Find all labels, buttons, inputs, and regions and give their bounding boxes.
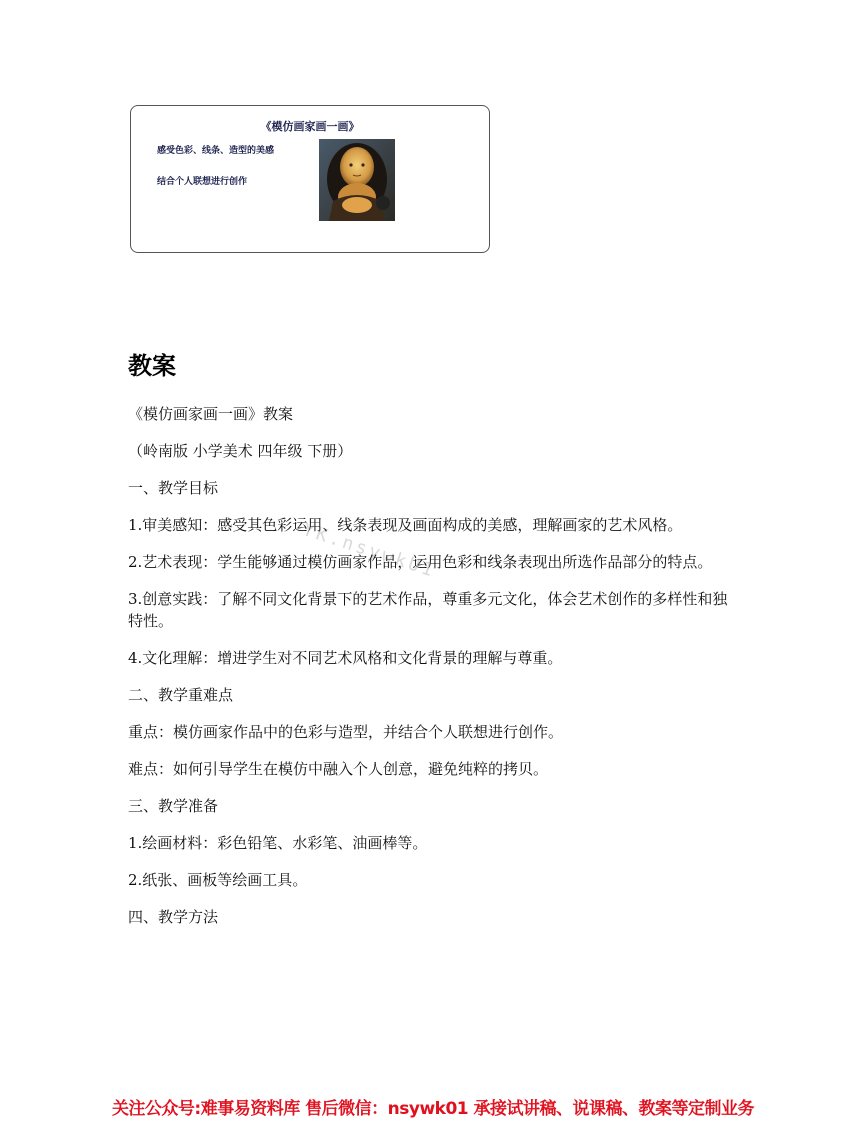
objective-item: 3.创意实践：了解不同文化背景下的艺术作品，尊重多元文化，体会艺术创作的多样性和独特性。 xyxy=(128,590,728,630)
objective-item: 1.审美感知：感受其色彩运用、线条表现及画面构成的美感，理解画家的艺术风格。 xyxy=(128,516,683,534)
slide-thumbnail xyxy=(130,105,490,253)
section-heading-methods: 四、教学方法 xyxy=(128,908,219,926)
watermark: YK.nsywkU1 xyxy=(300,519,439,582)
footer-banner: 关注公众号:难事易资料库 售后微信：nsywk01 承接试讲稿、说课稿、教案等定制业务 xyxy=(111,1099,755,1119)
preparation-item: 2.纸张、画板等绘画工具。 xyxy=(128,871,308,889)
painting-image xyxy=(319,139,395,221)
slide-title: 《模仿画家画一画》 xyxy=(260,120,360,133)
document-body xyxy=(128,403,740,943)
section-heading-key-points: 二、教学重难点 xyxy=(128,686,234,704)
difficult-point: 难点：如何引导学生在模仿中融入个人创意，避免纯粹的拷贝。 xyxy=(128,760,549,778)
section-heading-objectives: 一、教学目标 xyxy=(128,479,219,497)
key-point: 重点：模仿画家作品中的色彩与造型，并结合个人联想进行创作。 xyxy=(128,723,564,741)
objective-item: 2.艺术表现：学生能够通过模仿画家作品，运用色彩和线条表现出所选作品部分的特点。 xyxy=(128,553,713,571)
lesson-title: 《模仿画家画一画》教案 xyxy=(128,405,294,423)
slide-line-1: 感受色彩、线条、造型的美感 xyxy=(157,146,275,156)
section-heading-preparation: 三、教学准备 xyxy=(128,797,219,815)
objective-item: 4.文化理解：增进学生对不同艺术风格和文化背景的理解与尊重。 xyxy=(128,649,563,667)
preparation-item: 1.绘画材料：彩色铅笔、水彩笔、油画棒等。 xyxy=(128,834,428,852)
edition-info: （岭南版 小学美术 四年级 下册） xyxy=(128,442,353,460)
slide-line-2: 结合个人联想进行创作 xyxy=(157,177,248,187)
document-heading: 教案 xyxy=(128,352,176,380)
painting-illustration xyxy=(319,139,395,221)
